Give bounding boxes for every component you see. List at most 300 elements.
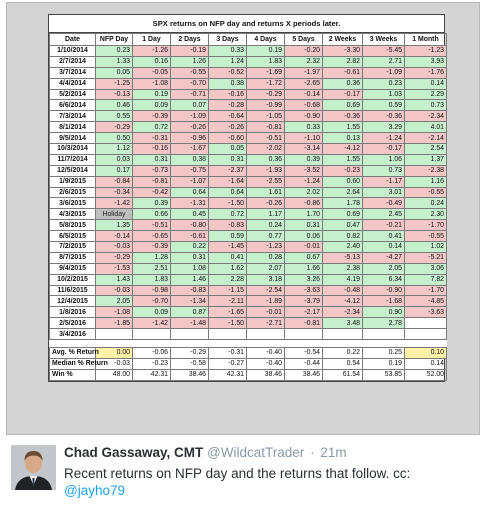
return-cell: -1.69 (247, 67, 285, 78)
return-cell: -0.90 (285, 111, 323, 122)
return-cell: 1.35 (96, 220, 133, 231)
return-cell: 2.02 (285, 187, 323, 198)
date-cell: 11/6/2015 (50, 285, 96, 296)
summary-cell: -0.29 (171, 348, 209, 359)
return-cell: -1.08 (96, 307, 133, 318)
return-cell: -0.61 (171, 231, 209, 242)
return-cell: 0.59 (209, 231, 247, 242)
return-cell: 1.33 (96, 56, 133, 67)
return-cell: -1.45 (209, 242, 247, 253)
return-cell: -0.68 (285, 100, 323, 111)
summary-label: Median % Return (50, 358, 96, 369)
summary-cell: 0.54 (323, 358, 363, 369)
return-cell: 1.55 (323, 122, 363, 133)
return-cell: -0.75 (171, 165, 209, 176)
date-cell: 5/2/2014 (50, 89, 96, 100)
return-cell: 0.24 (247, 220, 285, 231)
summary-row (50, 358, 447, 369)
summary-cell: -0.06 (133, 348, 171, 359)
return-cell: 0.66 (133, 209, 171, 220)
return-cell: 0.31 (133, 154, 171, 165)
return-cell: 2.05 (96, 296, 133, 307)
return-cell: 1.16 (405, 176, 447, 187)
return-cell: -1.25 (96, 78, 133, 89)
return-cell: 2.64 (323, 187, 363, 198)
return-cell: 3.48 (323, 318, 363, 329)
spreadsheet-screenshot (6, 2, 480, 435)
return-cell: 0.28 (247, 252, 285, 263)
return-cell: -1.48 (171, 318, 209, 329)
return-cell: 3.93 (405, 56, 447, 67)
return-cell: 1.43 (96, 274, 133, 285)
return-cell: -4.12 (323, 144, 363, 155)
return-cell: 0.31 (209, 154, 247, 165)
return-cell: 1.08 (171, 263, 209, 274)
return-cell: -0.01 (247, 307, 285, 318)
return-cell: -1.72 (247, 78, 285, 89)
return-cell: -0.86 (285, 198, 323, 209)
return-cell (405, 329, 447, 340)
return-cell: 0.47 (323, 220, 363, 231)
return-cell: 0.05 (96, 67, 133, 78)
table-row (50, 89, 447, 100)
return-cell: 0.55 (96, 111, 133, 122)
return-cell: -0.31 (133, 133, 171, 144)
return-cell: -2.17 (285, 307, 323, 318)
date-cell: 6/5/2015 (50, 231, 96, 242)
summary-cell: -0.44 (285, 358, 323, 369)
return-cell: 1.55 (323, 154, 363, 165)
return-cell: -0.23 (323, 165, 363, 176)
return-cell: -0.80 (171, 220, 209, 231)
return-cell: 2.82 (323, 56, 363, 67)
return-cell: 0.69 (323, 100, 363, 111)
return-cell: 0.72 (209, 209, 247, 220)
date-cell: 3/6/2015 (50, 198, 96, 209)
return-cell: 0.73 (363, 165, 405, 176)
return-cell: 1.83 (247, 56, 285, 67)
return-cell: -0.65 (133, 231, 171, 242)
return-cell: -1.70 (405, 285, 447, 296)
return-cell: -1.23 (247, 242, 285, 253)
return-cell: -0.05 (133, 67, 171, 78)
return-cell: -0.17 (363, 144, 405, 155)
return-cell: -1.31 (171, 198, 209, 209)
return-cell: 0.05 (209, 144, 247, 155)
return-cell: -1.24 (363, 133, 405, 144)
summary-cell: 61.54 (323, 369, 363, 380)
summary-cell: -0.54 (285, 348, 323, 359)
return-cell: -0.16 (133, 144, 171, 155)
return-cell: -1.23 (405, 46, 447, 57)
summary-cell: -0.40 (247, 348, 285, 359)
return-cell: 0.77 (247, 231, 285, 242)
return-cell: 0.24 (405, 198, 447, 209)
summary-cell: 0.25 (363, 348, 405, 359)
return-cell: 1.28 (133, 252, 171, 263)
return-cell: -1.10 (285, 133, 323, 144)
return-cell: -1.70 (405, 220, 447, 231)
date-cell: 10/3/2014 (50, 144, 96, 155)
table-row (50, 111, 447, 122)
return-cell: 0.38 (209, 78, 247, 89)
table-row (50, 209, 447, 220)
return-cell: 2.54 (405, 144, 447, 155)
return-cell: -0.39 (133, 111, 171, 122)
date-cell: 2/7/2014 (50, 56, 96, 67)
return-cell: -2.11 (209, 296, 247, 307)
return-cell: 0.72 (133, 122, 171, 133)
return-cell: -2.55 (247, 176, 285, 187)
tweet-body: Recent returns on NFP day and the returns that follow. cc: (64, 466, 411, 481)
return-cell: -2.65 (285, 78, 323, 89)
summary-cell: 42.31 (209, 369, 247, 380)
table-row (50, 78, 447, 89)
return-cell: 0.03 (96, 154, 133, 165)
table-row (50, 165, 447, 176)
return-cell: 1.24 (209, 56, 247, 67)
return-cell: -1.42 (133, 318, 171, 329)
return-cell: -0.61 (323, 67, 363, 78)
return-cell: -2.37 (209, 165, 247, 176)
return-cell: 0.73 (405, 100, 447, 111)
return-cell: 1.66 (285, 263, 323, 274)
return-cell: -1.08 (133, 78, 171, 89)
return-cell: 0.46 (96, 100, 133, 111)
return-cell: 1.78 (323, 198, 363, 209)
return-cell (171, 329, 209, 340)
return-cell: 3.29 (363, 122, 405, 133)
summary-cell: 38.46 (285, 369, 323, 380)
return-cell: -0.96 (171, 133, 209, 144)
table-row (50, 144, 447, 155)
return-cell: 0.31 (285, 220, 323, 231)
return-cell (323, 329, 363, 340)
summary-row (50, 348, 447, 359)
date-cell: 8/1/2014 (50, 122, 96, 133)
return-cell: -1.50 (209, 198, 247, 209)
tweet-separator: · (310, 445, 315, 460)
return-cell: -4.27 (363, 252, 405, 263)
return-cell: 1.06 (363, 154, 405, 165)
return-cell: -0.83 (171, 285, 209, 296)
return-cell: -0.16 (209, 89, 247, 100)
summary-cell: 0.10 (405, 348, 447, 359)
return-cell: -2.54 (247, 285, 285, 296)
returns-table (49, 33, 447, 381)
tweet-text (64, 465, 474, 499)
date-cell: 3/4/2016 (50, 329, 96, 340)
return-cell: -1.09 (363, 67, 405, 78)
return-cell: -0.39 (133, 242, 171, 253)
return-cell: -3.14 (285, 144, 323, 155)
summary-label: Win % (50, 369, 96, 380)
return-cell (209, 329, 247, 340)
table-row (50, 56, 447, 67)
summary-cell: -0.03 (96, 358, 133, 369)
return-cell: 2.71 (363, 56, 405, 67)
table-row (50, 46, 447, 57)
date-cell: 1/8/2016 (50, 307, 96, 318)
return-cell: -0.29 (96, 122, 133, 133)
date-cell: 4/3/2015 (50, 209, 96, 220)
return-cell: 0.87 (171, 307, 209, 318)
return-cell: -0.60 (209, 133, 247, 144)
return-cell: 1.12 (96, 144, 133, 155)
return-cell: -0.73 (133, 165, 171, 176)
return-cell: -0.71 (171, 89, 209, 100)
return-cell: 1.37 (405, 154, 447, 165)
return-cell: -1.42 (96, 198, 133, 209)
summary-cell: 0.22 (323, 348, 363, 359)
return-cell: 0.38 (171, 154, 209, 165)
return-cell: -0.26 (171, 122, 209, 133)
table-row (50, 285, 447, 296)
return-cell: 2.05 (363, 263, 405, 274)
return-cell: -1.17 (363, 176, 405, 187)
table-row (50, 252, 447, 263)
date-cell: 1/10/2014 (50, 46, 96, 57)
summary-cell: 52.00 (405, 369, 447, 380)
table-header-row (50, 34, 447, 46)
return-cell: 0.45 (171, 209, 209, 220)
table-row (50, 154, 447, 165)
return-cell: 2.78 (363, 318, 405, 329)
return-cell: 4.01 (405, 122, 447, 133)
return-cell (133, 329, 171, 340)
return-cell: -1.89 (247, 296, 285, 307)
return-cell: 0.33 (285, 122, 323, 133)
return-cell: -0.81 (133, 176, 171, 187)
return-cell: 1.70 (285, 209, 323, 220)
summary-cell: -0.58 (171, 358, 209, 369)
return-cell: -1.76 (405, 67, 447, 78)
date-cell: 4/4/2014 (50, 78, 96, 89)
table-row (50, 231, 447, 242)
return-cell: 0.31 (171, 252, 209, 263)
return-cell: -0.55 (405, 231, 447, 242)
return-cell: 0.39 (133, 198, 171, 209)
return-cell (247, 329, 285, 340)
return-cell: -0.01 (285, 242, 323, 253)
column-header: 5 Days (285, 34, 323, 46)
return-cell: -2.71 (247, 318, 285, 329)
return-cell: -1.05 (247, 111, 285, 122)
return-cell: -0.14 (285, 89, 323, 100)
return-cell: -1.50 (209, 318, 247, 329)
return-cell: -1.97 (285, 67, 323, 78)
table-row (50, 263, 447, 274)
column-header: 2 Days (171, 34, 209, 46)
date-cell: 3/7/2014 (50, 67, 96, 78)
return-cell: 3.01 (363, 187, 405, 198)
return-cell: -5.21 (405, 252, 447, 263)
summary-cell: 0.00 (96, 348, 133, 359)
table-row (50, 220, 447, 231)
date-cell: 11/7/2014 (50, 154, 96, 165)
return-cell: 6.34 (363, 274, 405, 285)
summary-cell: -0.40 (247, 358, 285, 369)
return-cell: 0.23 (363, 78, 405, 89)
date-cell: 7/3/2014 (50, 111, 96, 122)
table-row (50, 242, 447, 253)
return-cell: -2.14 (405, 133, 447, 144)
return-cell: 0.09 (133, 100, 171, 111)
return-cell: 0.50 (96, 133, 133, 144)
tweet-header (64, 445, 347, 460)
return-cell: 2.40 (323, 242, 363, 253)
date-cell: 2/5/2016 (50, 318, 96, 329)
date-cell: 12/4/2015 (50, 296, 96, 307)
return-cell: Holiday (96, 209, 133, 220)
return-cell: 0.22 (171, 242, 209, 253)
return-cell: -0.36 (363, 111, 405, 122)
return-cell: 0.64 (171, 187, 209, 198)
return-cell: 0.41 (363, 231, 405, 242)
return-cell: -3.63 (285, 285, 323, 296)
return-cell: -1.67 (171, 144, 209, 155)
return-cell: 4.19 (323, 274, 363, 285)
column-header: NFP Day (96, 34, 133, 46)
return-cell: 2.30 (405, 209, 447, 220)
date-cell: 2/6/2015 (50, 187, 96, 198)
column-header: 4 Days (247, 34, 285, 46)
return-cell: -0.83 (209, 220, 247, 231)
return-cell: -0.70 (133, 296, 171, 307)
return-cell: -0.99 (247, 100, 285, 111)
return-cell: 0.59 (363, 100, 405, 111)
return-cell: -0.17 (323, 89, 363, 100)
return-cell: -3.30 (323, 46, 363, 57)
return-cell: -1.15 (209, 285, 247, 296)
return-cell: -0.81 (285, 318, 323, 329)
avatar[interactable] (11, 445, 56, 490)
tweet-mention-link[interactable]: @jayho79 (64, 483, 125, 498)
date-cell: 1/9/2015 (50, 176, 96, 187)
return-cell: 3.18 (247, 274, 285, 285)
return-cell: -1.34 (171, 296, 209, 307)
return-cell: 0.17 (96, 165, 133, 176)
return-cell: -5.13 (323, 252, 363, 263)
return-cell: -0.13 (96, 89, 133, 100)
table-row (50, 133, 447, 144)
return-cell: 0.06 (285, 231, 323, 242)
return-cell: 7.82 (405, 274, 447, 285)
return-cell: 0.82 (323, 231, 363, 242)
return-cell (363, 329, 405, 340)
date-cell: 5/8/2015 (50, 220, 96, 231)
return-cell: -0.51 (247, 133, 285, 144)
table-row (50, 296, 447, 307)
column-header: Date (50, 34, 96, 46)
return-cell: 3.26 (285, 274, 323, 285)
return-cell: -1.09 (171, 111, 209, 122)
return-cell: 2.45 (363, 209, 405, 220)
return-cell: -0.64 (209, 111, 247, 122)
tweet-timestamp[interactable]: 21m (320, 445, 347, 460)
date-cell: 9/5/2014 (50, 133, 96, 144)
return-cell (285, 329, 323, 340)
return-cell: -1.26 (133, 46, 171, 57)
date-cell: 8/7/2015 (50, 252, 96, 263)
return-cell: -5.45 (363, 46, 405, 57)
summary-cell: 0.19 (363, 358, 405, 369)
return-cell (96, 329, 133, 340)
summary-cell: 38.46 (247, 369, 285, 380)
return-cell: -0.98 (133, 285, 171, 296)
return-cell: 0.90 (363, 307, 405, 318)
return-cell: 2.07 (247, 263, 285, 274)
return-cell: -0.29 (247, 89, 285, 100)
table-row (50, 329, 447, 340)
summary-cell: 53.85 (363, 369, 405, 380)
date-cell: 6/6/2014 (50, 100, 96, 111)
table-row (50, 307, 447, 318)
return-cell: -0.48 (323, 285, 363, 296)
return-cell: -1.85 (96, 318, 133, 329)
table-row (50, 187, 447, 198)
column-header: 2 Weeks (323, 34, 363, 46)
return-cell: 1.26 (171, 56, 209, 67)
return-cell (405, 318, 447, 329)
summary-cell: 48.00 (96, 369, 133, 380)
return-cell: 0.69 (323, 209, 363, 220)
tweet-author-handle[interactable]: @WildcatTrader (207, 445, 305, 460)
return-cell: -0.90 (363, 285, 405, 296)
return-cell: 2.28 (209, 274, 247, 285)
return-cell: -1.07 (171, 176, 209, 187)
table-row (50, 318, 447, 329)
return-cell: -0.14 (96, 231, 133, 242)
date-cell: 9/4/2015 (50, 263, 96, 274)
summary-cell: 0.14 (405, 358, 447, 369)
column-header: 1 Day (133, 34, 171, 46)
return-cell: -0.28 (209, 100, 247, 111)
return-cell: -4.12 (323, 296, 363, 307)
return-cell: 0.39 (285, 154, 323, 165)
return-cell: 0.60 (323, 176, 363, 187)
table-row (50, 274, 447, 285)
return-cell: 1.62 (209, 263, 247, 274)
return-cell: 0.36 (323, 78, 363, 89)
return-cell: -4.85 (405, 296, 447, 307)
return-cell: -1.64 (209, 176, 247, 187)
return-cell: -2.02 (247, 144, 285, 155)
spacer-row (50, 340, 447, 348)
return-cell: -0.52 (209, 67, 247, 78)
return-cell: -1.68 (363, 296, 405, 307)
return-cell: -0.20 (285, 46, 323, 57)
return-cell: 2.29 (405, 89, 447, 100)
return-cell: -1.24 (285, 176, 323, 187)
return-cell: -0.55 (405, 187, 447, 198)
return-cell: -0.84 (96, 176, 133, 187)
tweet-author-name[interactable]: Chad Gassaway, CMT (64, 445, 204, 460)
table-row (50, 176, 447, 187)
return-cell: 0.19 (133, 89, 171, 100)
tweet (0, 436, 487, 505)
return-cell: -0.49 (363, 198, 405, 209)
return-cell: 1.83 (133, 274, 171, 285)
table-row (50, 122, 447, 133)
return-cell: 0.19 (247, 46, 285, 57)
return-cell: 2.32 (285, 56, 323, 67)
summary-cell: 42.31 (133, 369, 171, 380)
return-cell: 1.03 (363, 89, 405, 100)
return-cell: -0.34 (96, 187, 133, 198)
return-cell: -0.26 (209, 122, 247, 133)
column-header: 3 Weeks (363, 34, 405, 46)
